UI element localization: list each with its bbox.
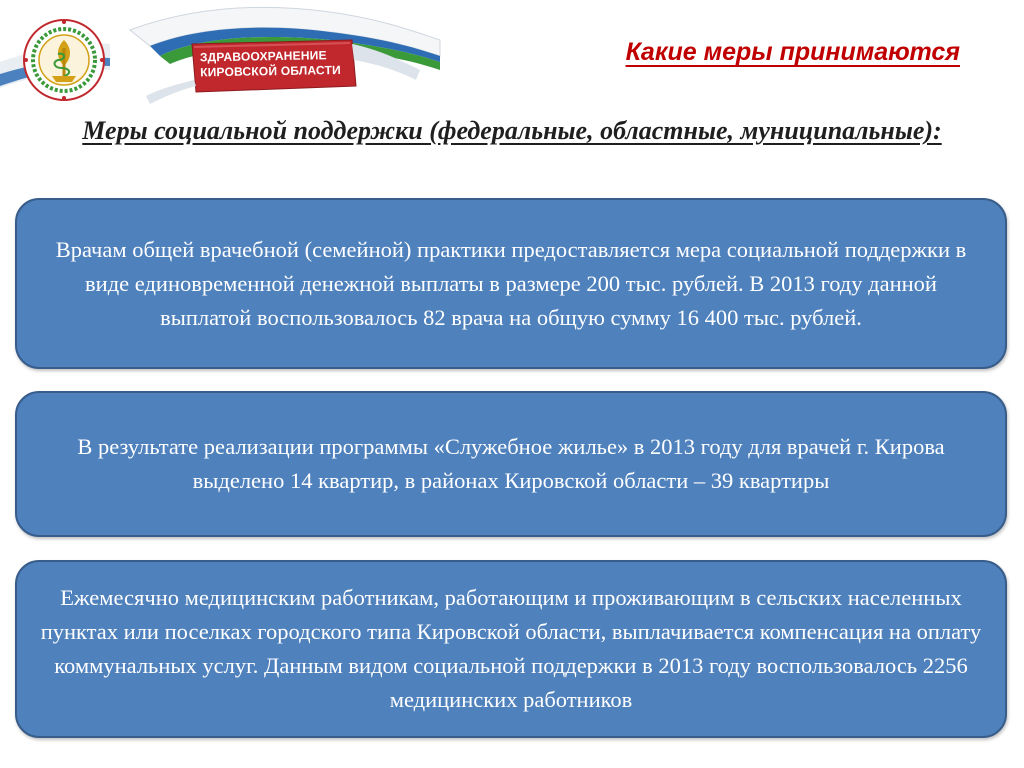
healthcare-emblem-icon xyxy=(22,18,106,102)
section-subtitle-text: Меры социальной поддержки (федеральные, областные, муниципальные): xyxy=(82,116,942,145)
header-banner xyxy=(0,0,470,110)
info-box-utility-compensation xyxy=(15,560,1007,738)
slide-title: Какие меры принимаются xyxy=(625,38,960,66)
banner-line-1: ЗДРАВООХРАНЕНИЕ xyxy=(199,48,327,65)
section-subtitle xyxy=(40,112,984,150)
info-box-text: Врачам общей врачебной (семейной) практики предоставляется мера социальной поддержки в виде единовременной денежной выплаты в размере 200 тыс. рублей. В 2013 году данной выплатой воспользовалось 82 врача на общую сумму 16 400 тыс. рублей. xyxy=(55,236,967,330)
info-box-housing-program xyxy=(15,391,1007,537)
banner-label xyxy=(200,48,360,81)
banner-line-2: КИРОВСКОЙ ОБЛАСТИ xyxy=(200,62,342,80)
info-box-text: Ежемесячно медицинским работникам, работающим и проживающим в сельских населенных пунктах или поселках городского типа Кировской области, выплачивается компенсация на оплату коммунальных услуг. Данным видом социальной поддержки в 2013 году воспользовалось 2256 медицинских работников xyxy=(40,585,982,712)
info-box-gp-payment xyxy=(15,198,1007,369)
info-box-text: В результате реализации программы «Служебное жилье» в 2013 году для врачей г. Кирова выделено 14 квартир, в районах Кировской области – 39 квартиры xyxy=(77,434,945,493)
